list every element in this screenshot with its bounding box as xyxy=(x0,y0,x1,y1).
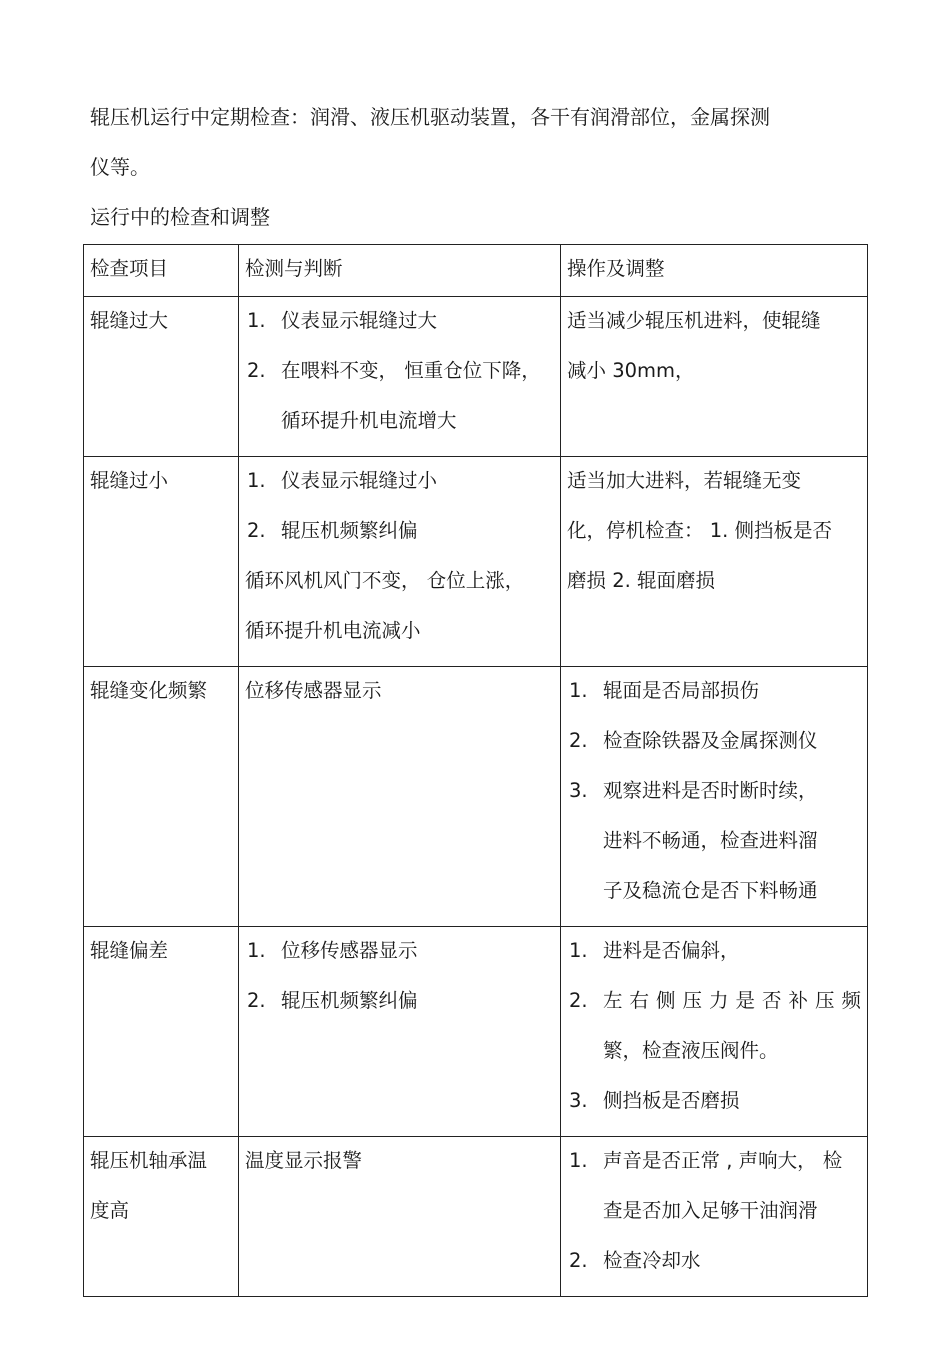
cell-item xyxy=(84,1137,239,1297)
list-text: 侧挡板是否磨损 xyxy=(603,1089,740,1112)
cell-action xyxy=(561,927,868,1137)
list-text: 循环提升机电流增大 xyxy=(281,409,457,432)
cell-detect xyxy=(239,927,561,1137)
cell-detect xyxy=(239,667,561,927)
list-text: 辊压机频繁纠偏 xyxy=(281,989,418,1012)
list-number: 1. xyxy=(569,679,588,702)
action-line xyxy=(567,1036,861,1086)
action-line xyxy=(567,776,861,826)
detect-line: 循环风机风门不变， 仓位上涨， xyxy=(245,569,525,592)
cell-item xyxy=(84,927,239,1137)
cell-detect xyxy=(239,297,561,457)
cell-detect xyxy=(239,1137,561,1297)
detect-line: 位移传感器显示 xyxy=(245,679,382,702)
item-text: 度高 xyxy=(90,1199,130,1222)
action-line xyxy=(567,1146,861,1196)
intro-line-2: 仪等。 xyxy=(90,155,150,179)
list-number: 2. xyxy=(569,729,588,752)
list-text: 左右侧压力是否补压频 xyxy=(603,989,861,1012)
header-detect: 检测与判断 xyxy=(239,245,561,297)
list-number: 2. xyxy=(569,1249,588,1272)
list-text: 检查除铁器及金属探测仪 xyxy=(603,729,818,752)
list-text: 在喂料不变， 恒重仓位下降， xyxy=(281,359,541,382)
table-row xyxy=(84,457,868,667)
detect-line xyxy=(245,466,554,516)
detect-line xyxy=(245,516,554,566)
list-text: 声音是否正常 , 声响大， 检 xyxy=(603,1149,843,1172)
list-text: 辊面是否局部损伤 xyxy=(603,679,760,702)
action-line xyxy=(567,986,861,1036)
list-text: 子及稳流仓是否下料畅通 xyxy=(603,879,818,902)
list-number: 1. xyxy=(247,939,266,962)
item-text: 辊缝变化频繁 xyxy=(90,679,208,702)
list-text: 查是否加入足够干油润滑 xyxy=(603,1199,818,1222)
list-number: 1. xyxy=(569,939,588,962)
cell-action xyxy=(561,297,868,457)
intro-line-1: 辊压机运行中定期检查：润滑、液压机驱动装置，各干有润滑部位，金属探测 xyxy=(90,105,770,129)
list-number: 2. xyxy=(247,989,266,1012)
list-number: 1. xyxy=(247,469,266,492)
table-header-row xyxy=(84,245,868,297)
list-number: 2. xyxy=(247,359,266,382)
inspection-table xyxy=(83,244,868,1297)
cell-action xyxy=(561,1137,868,1297)
header-item: 检查项目 xyxy=(84,245,239,297)
action-line xyxy=(567,1086,861,1136)
list-text: 检查冷却水 xyxy=(603,1249,701,1272)
action-line xyxy=(567,1246,861,1296)
detect-line xyxy=(245,936,554,986)
cell-action xyxy=(561,667,868,927)
list-text: 观察进料是否时断时续， xyxy=(603,779,818,802)
action-line xyxy=(567,726,861,776)
list-number: 3. xyxy=(569,779,588,802)
list-text: 进料是否偏斜， xyxy=(603,939,740,962)
detect-line xyxy=(245,356,554,406)
action-line xyxy=(567,876,861,926)
item-text: 辊压机轴承温 xyxy=(90,1149,208,1172)
action-line xyxy=(567,826,861,876)
item-text: 辊缝偏差 xyxy=(90,939,169,962)
action-line xyxy=(567,1196,861,1246)
action-line xyxy=(567,936,861,986)
table-row xyxy=(84,667,868,927)
list-text: 辊压机频繁纠偏 xyxy=(281,519,418,542)
list-text: 进料不畅通，检查进料溜 xyxy=(603,829,818,852)
list-text: 仪表显示辊缝过大 xyxy=(281,309,438,332)
detect-line xyxy=(245,986,554,1036)
action-line: 化，停机检查： 1. 侧挡板是否 xyxy=(567,519,833,542)
detect-line xyxy=(245,306,554,356)
section-title: 运行中的检查和调整 xyxy=(90,205,270,229)
table-row xyxy=(84,927,868,1137)
list-text: 仪表显示辊缝过小 xyxy=(281,469,438,492)
list-text: 繁，检查液压阀件。 xyxy=(603,1039,779,1062)
detect-line: 温度显示报警 xyxy=(245,1149,363,1172)
action-line: 适当加大进料，若辊缝无变 xyxy=(567,469,802,492)
header-action: 操作及调整 xyxy=(561,245,868,297)
table-row xyxy=(84,1137,868,1297)
detect-line: 循环提升机电流减小 xyxy=(245,619,421,642)
cell-item xyxy=(84,297,239,457)
table-row xyxy=(84,297,868,457)
item-text: 辊缝过大 xyxy=(90,309,169,332)
item-text: 辊缝过小 xyxy=(90,469,169,492)
list-number: 1. xyxy=(569,1149,588,1172)
action-line: 适当减少辊压机进料，使辊缝 xyxy=(567,309,821,332)
cell-detect xyxy=(239,457,561,667)
detect-line xyxy=(245,406,554,456)
list-number: 2. xyxy=(569,989,588,1012)
list-text: 位移传感器显示 xyxy=(281,939,418,962)
cell-item xyxy=(84,667,239,927)
action-line: 减小 30mm， xyxy=(567,359,695,382)
cell-item xyxy=(84,457,239,667)
cell-action xyxy=(561,457,868,667)
list-number: 1. xyxy=(247,309,266,332)
list-number: 3. xyxy=(569,1089,588,1112)
list-number: 2. xyxy=(247,519,266,542)
action-line xyxy=(567,676,861,726)
action-line: 磨损 2. 辊面磨损 xyxy=(567,569,716,592)
